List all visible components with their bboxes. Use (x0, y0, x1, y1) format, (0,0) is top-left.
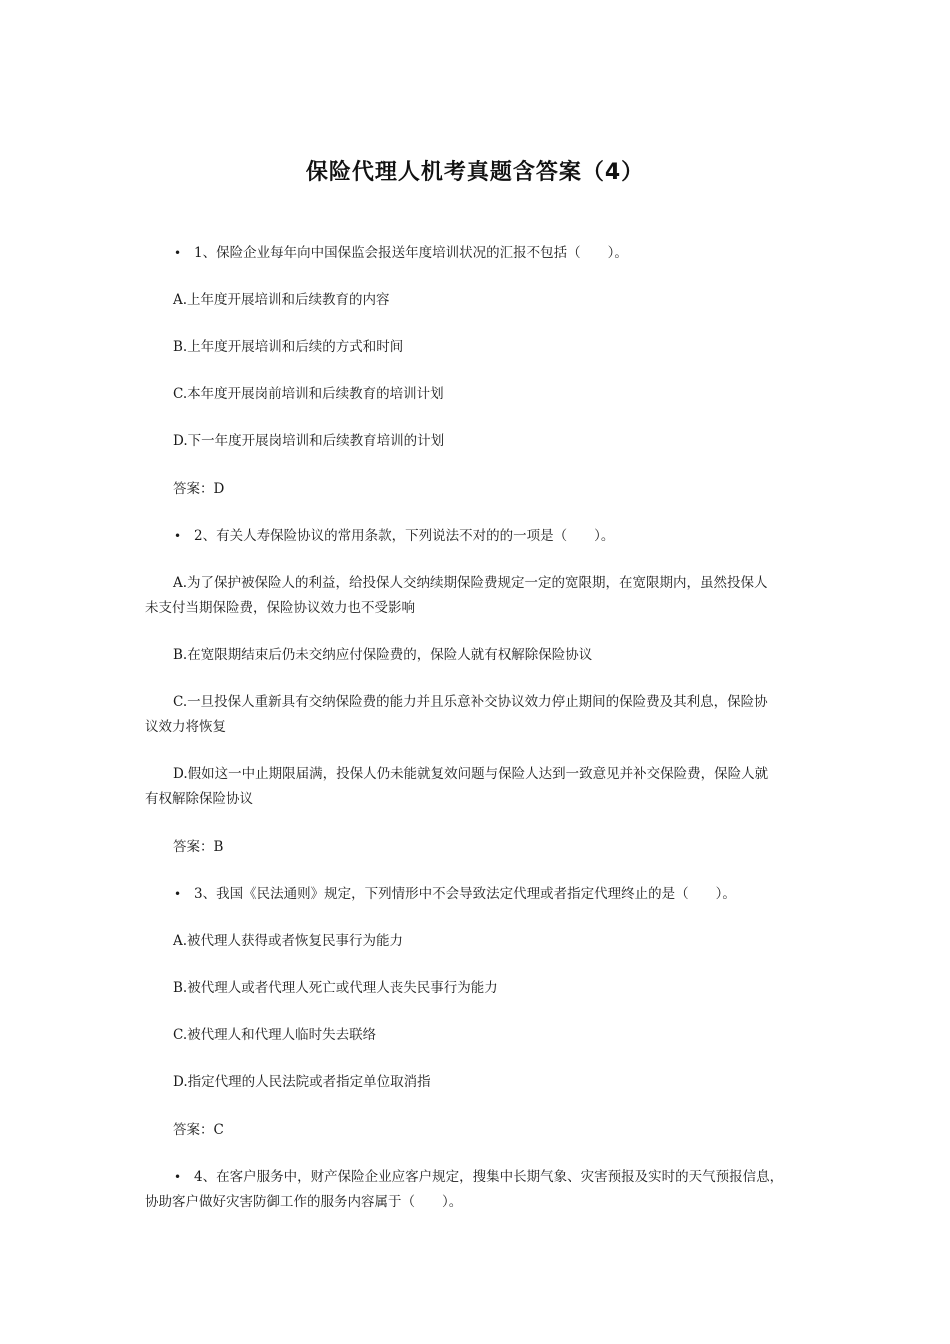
question-4-stem-line1: • 4、在客户服务中，财产保险企业应客户规定，搜集中长期气象、灾害预报及实时的天气预报信息， (174, 1165, 783, 1189)
question-3-answer: 答案：C (173, 1122, 224, 1138)
question-2-stem: • 2、有关人寿保险协议的常用条款，下列说法不对的的一项是（ ）。 (174, 524, 614, 548)
question-2-option-a-line2: 未支付当期保险费，保险协议效力也不受影响 (145, 600, 415, 616)
question-1-option-d: D.下一年度开展岗培训和后续教育培训的计划 (173, 433, 445, 449)
question-2-option-c-line2: 议效力将恢复 (145, 719, 226, 735)
question-1-option-a: A.上年度开展培训和后续教育的内容 (173, 292, 390, 308)
question-3-option-a: A.被代理人获得或者恢复民事行为能力 (173, 933, 404, 949)
question-3-option-c: C.被代理人和代理人临时失去联络 (173, 1027, 377, 1043)
bullet-icon: • (174, 529, 182, 543)
question-4-stem-line2: 协助客户做好灾害防御工作的服务内容属于（ ）。 (145, 1194, 463, 1210)
question-1-option-b: B.上年度开展培训和后续的方式和时间 (173, 339, 404, 355)
document-title: 保险代理人机考真题含答案（4） (305, 160, 645, 185)
question-2-option-d-line1: D.假如这一中止期限届满，投保人仍未能就复效问题与保险人达到一致意见并补交保险费，保险人就 (173, 766, 769, 782)
question-3-option-d: D.指定代理的人民法院或者指定单位取消指 (173, 1074, 431, 1090)
question-2-answer: 答案：B (173, 839, 224, 855)
question-2-option-c-line1: C.一旦投保人重新具有交纳保险费的能力并且乐意补交协议效力停止期间的保险费及其利息，保险协 (173, 694, 768, 710)
bullet-icon: • (174, 887, 182, 901)
bullet-icon: • (174, 1170, 182, 1184)
bullet-icon: • (174, 246, 182, 260)
question-2-option-d-line2: 有权解除保险协议 (145, 791, 253, 807)
question-1-answer: 答案：D (173, 481, 225, 497)
question-1-stem: • 1、保险企业每年向中国保监会报送年度培训状况的汇报不包括（ ）。 (174, 241, 628, 265)
question-1-option-c: C.本年度开展岗前培训和后续教育的培训计划 (173, 386, 444, 402)
question-2-option-a-line1: A.为了保护被保险人的利益，给投保人交纳续期保险费规定一定的宽限期，在宽限期内，虽然投保人 (173, 575, 768, 591)
question-3-stem: • 3、我国《民法通则》规定，下列情形中不会导致法定代理或者指定代理终止的是（ ）。 (174, 882, 736, 906)
question-3-option-b: B.被代理人或者代理人死亡或代理人丧失民事行为能力 (173, 980, 498, 996)
question-2-option-b: B.在宽限期结束后仍未交纳应付保险费的，保险人就有权解除保险协议 (173, 647, 593, 663)
